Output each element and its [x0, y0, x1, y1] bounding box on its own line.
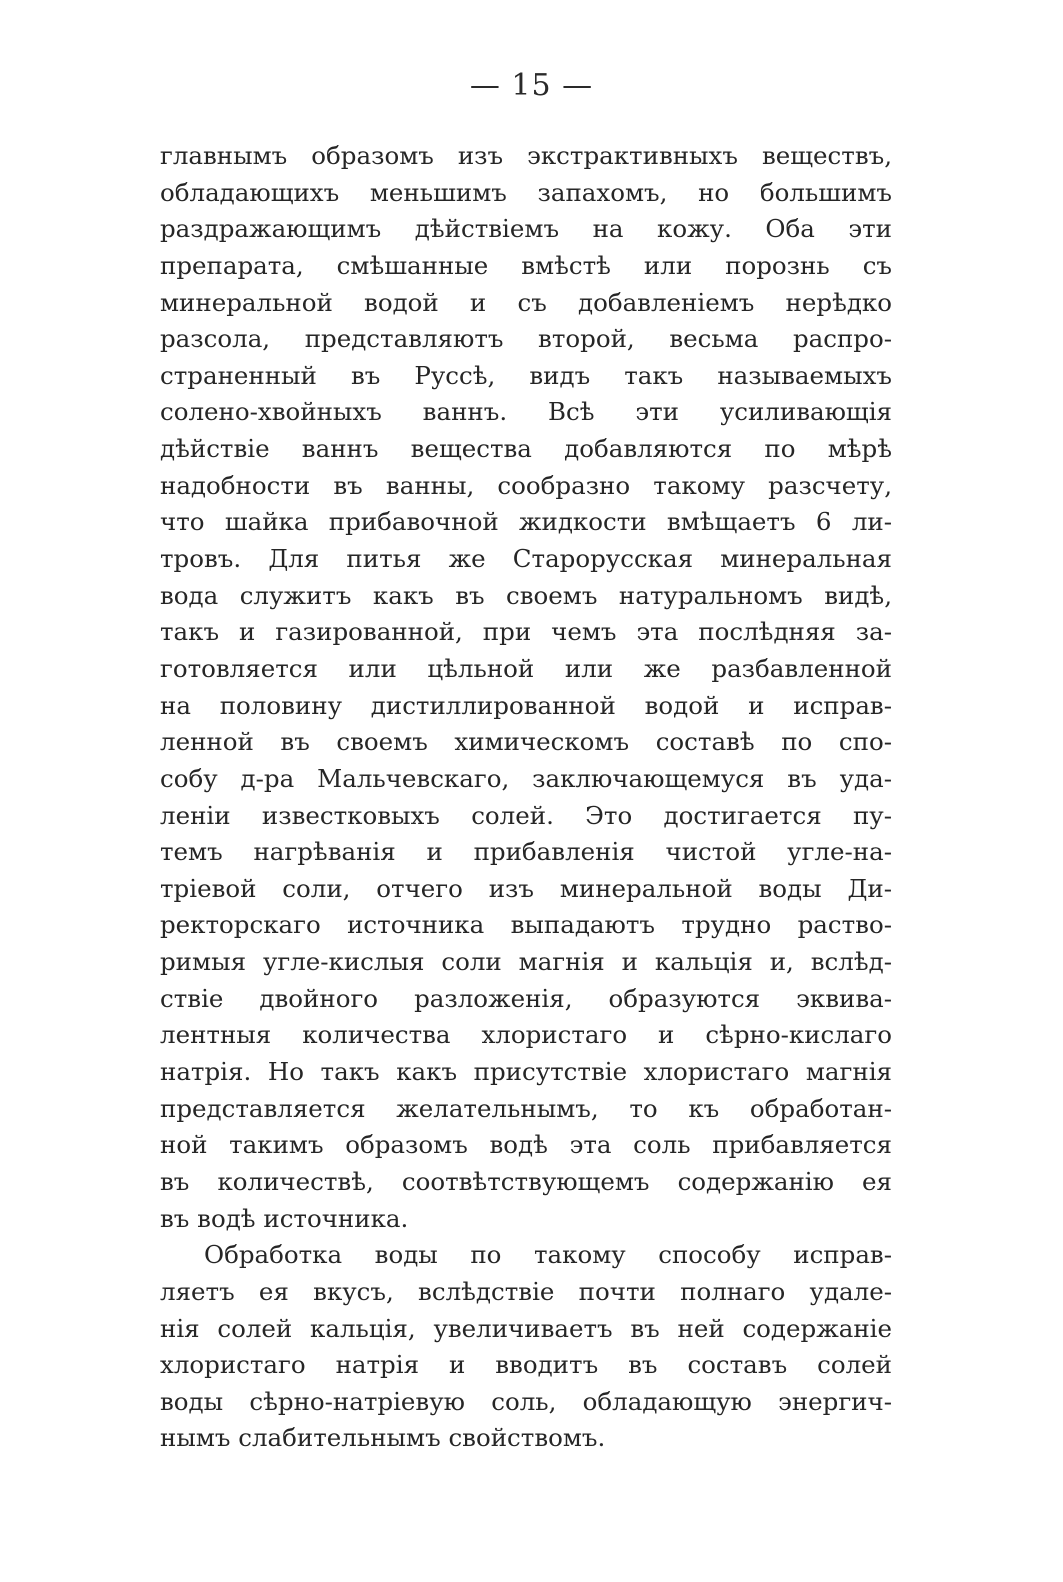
text-line: натрія. Но такъ какъ присутствіе хлористаго магнія [160, 1057, 892, 1087]
text-line: страненный въ Руссѣ, видъ такъ называемыхъ [160, 360, 892, 390]
text-line: готовляется или цѣльной или же разбавленной [160, 653, 892, 683]
text-line: солено-хвойныхъ ваннъ. Всѣ эти усиливающія [160, 397, 892, 427]
text-line: темъ нагрѣванія и прибавленія чистой угле-на- [160, 837, 892, 867]
text-line: вода служитъ какъ въ своемъ натуральномъ видѣ, [160, 580, 892, 610]
text-line: минеральной водой и съ добавленіемъ нерѣдко [160, 287, 892, 317]
text-line: представляется желательнымъ, то къ обработан- [160, 1093, 892, 1123]
text-line: Обработка воды по такому способу исправ- [204, 1240, 892, 1270]
text-line: ляетъ ея вкусъ, вслѣдствіе почти полнаго удале- [160, 1276, 892, 1306]
text-line: что шайка прибавочной жидкости вмѣщаетъ 6 ли- [160, 507, 892, 537]
text-line: въ водѣ источника. [160, 1203, 409, 1233]
text-line: на половину дистиллированной водой и исправ- [160, 690, 892, 720]
text-line: разсола, представляютъ второй, весьма распро- [160, 324, 892, 354]
text-line: такъ и газированной, при чемъ эта послѣдняя за- [160, 617, 892, 647]
text-line: тровъ. Для питья же Старорусская минеральная [160, 544, 892, 574]
text-line: ной такимъ образомъ водѣ эта соль прибавляется [160, 1130, 892, 1160]
text-line: главнымъ образомъ изъ экстрактивныхъ веществъ, [160, 141, 892, 170]
text-line: раздражающимъ дѣйствіемъ на кожу. Оба эти [160, 214, 892, 244]
text-line: воды сѣрно-натріевую соль, обладающую энергич- [160, 1386, 892, 1416]
text-line: нымъ слабительнымъ свойствомъ. [160, 1423, 606, 1453]
text-line: хлористаго натрія и вводитъ въ составъ солей [160, 1350, 892, 1380]
text-line: леніи известковыхъ солей. Это достигается пу- [160, 800, 892, 830]
text-line: надобности въ ванны, сообразно такому разсчету, [160, 470, 892, 500]
text-line: ректорскаго источника выпадаютъ трудно раство- [160, 910, 892, 940]
body-text [160, 138, 892, 1457]
text-line: въ количествѣ, соотвѣтствующемъ содержанію ея [160, 1166, 892, 1196]
text-line: препарата, смѣшанные вмѣстѣ или порознь съ [160, 250, 892, 280]
text-line: римыя угле-кислыя соли магнія и кальція и, вслѣд- [160, 947, 892, 977]
text-line: обладающихъ меньшимъ запахомъ, но большимъ [160, 177, 892, 207]
text-line: тріевой соли, отчего изъ минеральной воды Ди- [160, 873, 892, 903]
text-line: собу д-ра Мальчевскаго, заключающемуся въ уда- [160, 763, 892, 793]
text-line: дѣйствіе ваннъ вещества добавляются по мѣрѣ [160, 434, 892, 464]
text-line: ленной въ своемъ химическомъ составѣ по спо- [160, 727, 892, 757]
text-line: нія солей кальція, увеличиваетъ въ ней содержаніе [160, 1313, 892, 1343]
page-number: — 15 — [469, 68, 594, 103]
text-line: ствіе двойного разложенія, образуются эквива- [160, 983, 892, 1013]
text-line: лентныя количества хлористаго и сѣрно-кислаго [160, 1020, 892, 1050]
